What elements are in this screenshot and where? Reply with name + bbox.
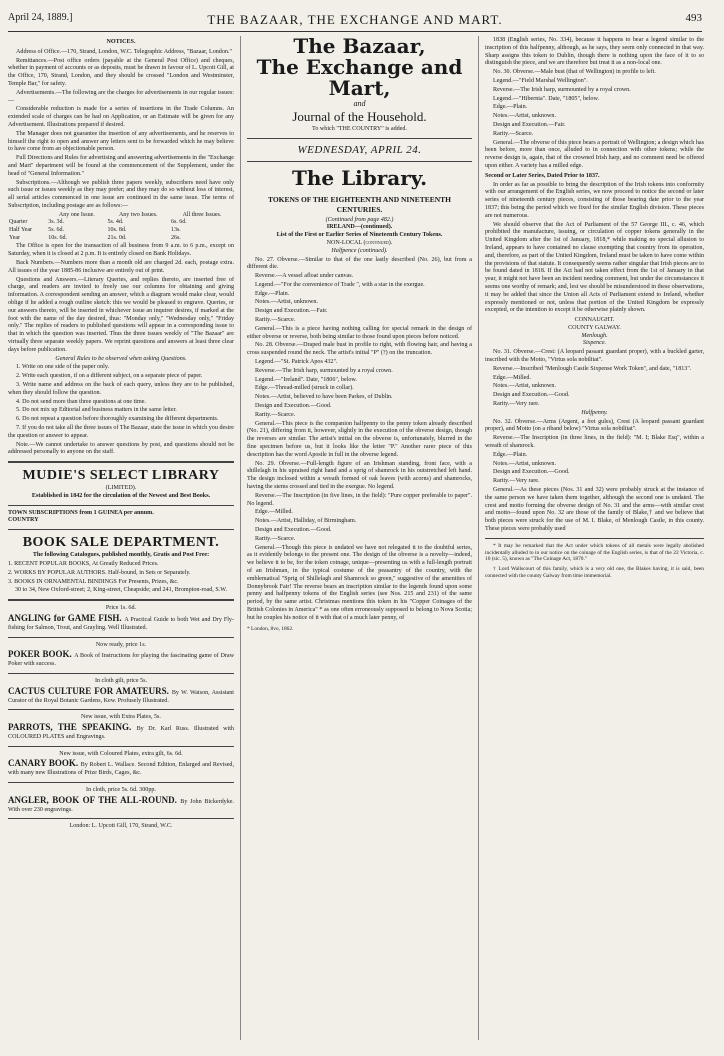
token-paragraph: Rarity.—Scarce.	[255, 535, 296, 542]
book-title: PARROTS, THE SPEAKING.	[8, 722, 137, 733]
token-paragraph: Edge.—Plain.	[255, 290, 290, 297]
token-paragraph: General.—This is a piece having nothing calling for special remark in the design of either obverse or reverse, both being similar to those found upon pieces before noticed.	[247, 325, 472, 340]
token-paragraph: Design and Execution.—Good.	[493, 392, 570, 399]
book-title: ANGLER, BOOK OF THE ALL-ROUND.	[8, 794, 181, 805]
footnote: * London, 8vo, 1862.	[247, 625, 294, 632]
token-paragraph: Reverse.—The Inscription (in five lines, in the field): "Pure copper preferable to paper". No legend.	[247, 492, 472, 507]
token-paragraph: No. 30. Obverse.—Male bust (that of Wellington) in profile to left.	[493, 69, 656, 76]
connaught-heading: CONNAUGHT.	[574, 317, 615, 324]
rules-title: General Rules to be observed when asking Questions.	[55, 355, 187, 362]
book-ad	[8, 605, 234, 637]
nonlocal-heading: NON-LOCAL (continued).	[326, 239, 393, 246]
notice-paragraph: Considerable reduction is made for a series of insertions in the Trade Columns. An extended scale of charges can be had on Application, or an Estimate will be given for any Advertisement. Illustrations prepared if desired.	[8, 106, 234, 128]
token-paragraph: Notes.—Artist, unknown.	[493, 383, 556, 390]
notices-title: NOTICES.	[106, 39, 136, 45]
token-paragraph: Reverse.—The Inscription (in three lines, in the field): "M. I; Blake Esq", within a wreath of shamrock.	[485, 435, 704, 450]
token-paragraph: No. 31. Obverse.—Crest: (A leopard passant guardant proper), with a buckled garter, inscribed with the Motto, "Virtus sola nobilitat".	[485, 349, 704, 364]
subscription-cell: 6s. 6d.	[170, 219, 187, 226]
subscription-cell: 10s. 8d.	[107, 227, 127, 234]
token-paragraph: Design and Execution.—Fair.	[493, 121, 566, 128]
notice-paragraph: Advertisements.—The following are the charges for advertisements in our regular issues:—	[8, 89, 234, 104]
token-paragraph: Rarity.—Scarce.	[493, 130, 534, 137]
notice-paragraph: The Office is open for the transaction of all business from 9 a.m. to 6 p.m., except on Saturday, when it is closed at 2 p.m. It is entirely closed on Bank Holidays.	[8, 243, 234, 258]
rule-item: Note.—We cannot undertake to answer questions by post, and questions should not be addressed personally to anyone on the staff.	[8, 441, 234, 456]
series-paragraph: In order as far as possible to bring the description of the Irish tokens into conformity with our arrangement of the English series, we now proceed to notice the second or later series of nineteenth century pieces, consisting of those bearing date prior to the year 1837; this being the period which we fixed for the similar English division. These pieces are not numerous.	[485, 181, 704, 219]
footnote-item: * It may be remarked that the Act under which tokens of all metals were legally abolished incidentally alluded to in our notice on the coinage of the English series, is that of the 22 Victoria, c. 10 (sic. 5), known as "The Coinage Act, 1870."	[485, 542, 704, 563]
notice-paragraph: The Manager does not guarantee the insertion of any advertisements, and he reserves to himself the right to open and answer any letters sent to be forwarded which he may believe to have come from an objectionable person.	[8, 130, 234, 153]
subscription-cell: Year	[9, 234, 21, 241]
book-price: In cloth, price 5s. 6d. 300pp.	[86, 787, 156, 794]
token-paragraph: Legend.—"For the convenience of Trade ", with a star in the exergue.	[255, 281, 425, 288]
second-series-paragraphs	[485, 182, 704, 316]
token-paragraph: General.—As these pieces (Nos. 31 and 32) were probably struck at the instance of the same person we have taken them together, although the second one is undated. The crest and motto forming the obverse design of No. 31 and the arms—with similar crest and motto—found upon No. 32 are those of the family of Blake,† and we believe that both pieces were struck for the use of M. I. Blake, of Menlough Castle, in this county. These pieces were probably used	[485, 487, 704, 533]
token-paragraph: Rarity.—Scarce.	[255, 317, 296, 324]
notice-paragraph: Back Numbers.—Numbers more than a month old are charged 2d. each, postage extra. All issues of the year 1885-86 inclusive are entirely out of print.	[8, 260, 234, 274]
book-ad	[8, 714, 234, 746]
rule-item: 5. Do not mix up Editorial and business matters in the same letter.	[16, 407, 177, 414]
book-ad	[8, 678, 234, 710]
token-paragraph: Edge.—Plain.	[493, 451, 528, 458]
notice-paragraph: Address of Office.—170, Strand, London, W.C. Telegraphic Address, "Bazaar, London."	[16, 48, 232, 55]
book-sale-subtitle: The following Catalogues, published monthly, Gratis and Post Free:	[32, 552, 210, 559]
token-paragraph: General.—The obverse of this piece bears a portrait of Wellington; a design which has been before, more than once, alluded to in connection with other tokens; while the reverse design is, again, that of the crowned Irish harp, and no comment need be offered upon either. A variety has a milled edge.	[485, 139, 704, 169]
book-description: By W. Watson, Assistant Curator of the Royal Botanic Gardens, Kew. Profusely Illustrated.	[8, 689, 234, 704]
catalogue-list	[8, 561, 234, 586]
subscription-row	[8, 235, 234, 243]
book-price: Price 1s. 6d.	[105, 605, 137, 612]
book-ads	[8, 605, 234, 814]
token-paragraph: Legend.—"Hibernia". Date, "1805", below.	[493, 95, 600, 102]
masthead-and: and	[353, 99, 366, 108]
subscription-cell: Quarter	[9, 219, 28, 226]
masthead-added: To which "THE COUNTRY" is added.	[312, 125, 407, 132]
token-paragraph: No. 29. Obverse.—Full-length figure of an Irishman standing, front face, with a shillelagh in his upraised right hand and a sprig of shamrock in his outstretched left hand. The design inclosed within a wreath formed of oak leaves (with acorns) and shamrocks, having the stems crossed and tied in the exergue. No legend.	[247, 460, 472, 491]
token-paragraph: Notes.—Artist, unknown.	[493, 460, 556, 467]
token-paragraph: Reverse.—A vessel afloat under canvas.	[255, 273, 354, 280]
token-paragraph: Rarity.—Very rare.	[493, 478, 540, 485]
token-paragraph: Notes.—Artist, believed to have been Parkes, of Dublin.	[255, 394, 393, 401]
book-title: CACTUS CULTURE FOR AMATEURS.	[8, 685, 172, 696]
rule-item: 1. Write on one side of the paper only.	[16, 364, 109, 371]
sixpence-paragraphs	[485, 349, 704, 409]
catalogue-item: 1. RECENT POPULAR BOOKS, At Greatly Reduced Prices.	[8, 560, 159, 567]
token-paragraph: Design and Execution.—Good.	[255, 527, 332, 533]
footnotes	[485, 543, 704, 580]
notice-paragraph: Subscriptions.—Although we publish three papers weekly, subscribers need have only such issue or issues weekly as they may prefer; and they may do so without loss of interest, all serial articles commenced in one issue are continued in the same issue. The terms of Subscription, including postage are as follows:—	[8, 179, 234, 209]
token-paragraph: General.—This piece is the companion halfpenny to the penny token already described (No. 21), differing from it, however, slightly in the execution of the obverse design, though the reverses are similar. The artist's initial on the obverse is, unfortunately, blurred in the fine specimen before us, but it looks like the letter "P." Another rarer piece of this description has the word Apostle in full in the obverse legend.	[247, 420, 472, 458]
book-description: By John Bickerdyke. With over 230 engravings.	[8, 798, 234, 813]
token-paragraph: No. 27. Obverse.—Similar to that of the one lastly described (No. 26), but from a different die.	[247, 256, 472, 271]
subscription-cell: 3s. 3d.	[48, 219, 65, 226]
catalogue-item: 3. BOOKS IN ORNAMENTAL BINDINGS For Presents, Prizes, &c.	[8, 578, 179, 585]
book-title: ANGLING for GAME FISH.	[8, 612, 125, 623]
book-price: New issue, with Extra Plates, 5s.	[81, 714, 161, 721]
token-paragraph: Reverse.—Inscribed "Menlough Castle Sixpense Work Token", and date, "1813".	[493, 365, 692, 372]
book-price: In cloth gilt, price 5s.	[94, 677, 148, 684]
token-paragraph: Design and Execution.—Good.	[493, 469, 570, 476]
book-price: Now ready, price 1s.	[95, 641, 147, 648]
list-title: List of the First or Earlier Series of Nineteenth Century Tokens.	[276, 232, 443, 239]
rule-item: 2. Write each question, if on a different subject, on a separate piece of paper.	[16, 373, 203, 380]
rules-list	[8, 364, 234, 457]
menlough-heading: Menlough.	[581, 332, 608, 339]
token-paragraph: Design and Execution.—Fair.	[255, 308, 328, 315]
continued-note: (Continued from page 482.)	[325, 216, 394, 223]
notice-paragraph: Questions and Answers.—Literary Queries, and replies thereto, are inserted free of charge, and readers are invited to freely use our columns for obtaining and giving information. A correspondent sending an answer, which a diagram would make clear, would oblige if he added a rough outline sketch: this we would be pleased to engrave. Queries, or our answers thereto, will be inserted in whichever issue an inquirer desires, if marked at the foot with the name of the day desired, thus: "Monday only," "Wednesday only," "Friday only." The replies of readers to published questions will appear in a corresponding issue to that in which the question was inserted. Thus the three issues weekly of "The Bazaar" are virtually three separate weekly papers. We reprint questions and answers at least three clear days before publication.	[8, 276, 234, 353]
column-notices	[8, 36, 234, 1040]
page-header	[8, 12, 702, 32]
token-paragraph: General.—Though this piece is undated we have not relegated it to the doubtful series, as it evidently belongs to the present one. The design of the obverse is a novelty—indeed, we believe it to be, for the token coinage, unique—presenting us with a full-length portrait of an Irishman, in the typical costume of the peasantry of the country, with the emblematical "Sprig of Shillelagh and Shamrock so green," suggestive of the amenities of Donnybrook Fair! The reverse bears an inscription similar to the legends found upon some penny and halfpenny tokens of the English series (see Nos. 215 and 231) of the same period, by the same artist. Christmas mentions this token in his "Copper Coinages of the British Colonies in America" * as one often erroneously supposed to belong to Nova Scotia; but he couples his notice of it with that of a much later penny, of	[247, 544, 472, 621]
rule-item: 6. Do not repeat a question before thoroughly examining the different departments.	[16, 416, 219, 423]
masthead-bazaar: The Bazaar,	[293, 36, 426, 58]
sixpence-heading: Sixpence.	[582, 340, 607, 347]
mudie-established: Established in 1842 for the circulation of the Newest and Best Books.	[31, 492, 211, 499]
galway-heading: COUNTY GALWAY.	[568, 324, 621, 331]
masthead-journal: Journal of the Household.	[292, 109, 427, 125]
mudie-limited: (LIMITED).	[105, 485, 137, 492]
column-tokens-continued	[478, 36, 704, 1040]
token-paragraph: No. 32. Obverse.—Arms (Argent, a fret gules), Crest (A leopard passant guardant proper), and Motto (on a riband below) "Virtus sola nobilitat".	[485, 418, 704, 433]
halfpenny-paragraphs	[485, 419, 704, 534]
subscription-header-cell: Any two Issues.	[118, 211, 158, 218]
catalogue-item: 2. WORKS BY POPULAR AUTHORS. Half-bound, in Sets or Separately.	[8, 569, 191, 576]
book-title: POKER BOOK.	[8, 649, 75, 660]
tokens-title: TOKENS OF THE EIGHTEENTH AND NINETEENTH CENTURIES.	[267, 195, 452, 214]
rule-item: 4. Do not send more than three questions at one time.	[16, 398, 146, 405]
book-title: CANARY BOOK.	[8, 758, 81, 769]
token-paragraph: Legend.—"St. Patrick Apos 432".	[255, 359, 338, 366]
header-title: THE BAZAAR, THE EXCHANGE AND MART.	[207, 12, 503, 27]
token-paragraph: Notes.—Artist, unknown.	[255, 299, 318, 306]
country-subscriptions: COUNTRY	[8, 517, 39, 524]
token-paragraph: Edge.—Milled.	[255, 509, 293, 516]
column-library	[240, 36, 472, 1040]
subscription-cell: 13s.	[170, 227, 181, 234]
town-subscriptions: TOWN SUBSCRIPTIONS from 1 GUINEA per annum.	[8, 509, 154, 516]
ireland-heading: IRELAND—(continued).	[326, 224, 393, 231]
halfpenny-heading: Halfpenny.	[581, 409, 608, 416]
book-description: A Book of Instructions for playing the fascinating game of Draw Poker with success.	[8, 653, 234, 668]
token-paragraph: Rarity.—Scarce.	[255, 411, 296, 418]
subscription-header-cell	[8, 212, 47, 220]
subscription-cell: 21s. 0d.	[107, 234, 127, 241]
token-paragraph: Design and Execution.—Good.	[255, 403, 332, 410]
token-paragraph: Notes.—Artist, unknown.	[493, 113, 556, 120]
book-description: By Dr. Karl Russ. Illustrated with COLOURED PLATES and Engravings.	[8, 726, 234, 740]
subscription-table-header	[8, 212, 234, 220]
publisher-line: London: L. Upcott Gill, 170, Strand, W.C.	[69, 823, 173, 830]
subscription-table	[8, 212, 234, 243]
subscription-cell: 10s. 6d.	[48, 234, 68, 241]
header-date: April 24, 1889.]	[8, 12, 73, 23]
token-paragraph: Legend.—"Ireland". Date, "1806", below.	[255, 376, 357, 383]
book-description: A Practical Guide to both Wet and Dry Fly-fishing for Salmon, Trout, and Grayling. Well Illustrated.	[8, 616, 234, 631]
mudie-address: 30 to 34, New Oxford-street; 2, King-street, Cheapside; and 241, Brompton-road, S.W.	[14, 587, 227, 594]
subscription-header-cell: Any one Issue.	[58, 211, 95, 218]
notice-paragraph: Full Directions and Rules for advertising and answering advertisements in the "Exchange and Mart" department will be found at the commencement of the Supplement, under the head of "General Information."	[8, 155, 234, 177]
book-price: New issue, with Coloured Plates, extra gilt, 6s. 6d.	[59, 750, 183, 757]
halfpence-heading: Halfpence (continued).	[331, 247, 388, 254]
tokens-paragraphs-col3	[485, 37, 704, 171]
notices-paragraphs	[8, 49, 234, 211]
subscription-row	[8, 219, 234, 227]
subscription-row	[8, 227, 234, 235]
subscription-cell: 26s.	[170, 234, 181, 241]
book-description: By Robert L. Wallace. Second Edition, Enlarged and Revised, with many new Illustrations of Prize Birds, Cages, &c.	[8, 762, 234, 777]
mudie-title: MUDIE'S SELECT LIBRARY	[22, 468, 220, 484]
page-number: 493	[685, 12, 702, 24]
masthead-exchange: The Exchange and Mart,	[256, 55, 463, 100]
notices-paragraphs-2	[8, 243, 234, 354]
token-paragraph: 1838 (English series, No. 334), because it happens to bear a legend similar to the inscription of this halfpenny, although, as he says, they seem only connected in that way. Sharp assigns this token to Dublin, though there is nothing upon the face of it to so distinguish the piece, and we are therefore but treat it as a non-local one.	[485, 37, 704, 67]
library-heading: The Library.	[291, 165, 428, 190]
subscription-cell: 5s. 6d.	[48, 227, 65, 234]
subscription-cell: Half Year	[9, 227, 32, 234]
subscription-cell: 5s. 4d.	[107, 219, 124, 226]
token-paragraph: Reverse.—The Irish harp, surmounted by a royal crown.	[255, 367, 393, 374]
rule-item: 7. If you do not take all the three issues of The Bazaar, state the issue in which you desire the question or answer to appear.	[8, 424, 234, 439]
token-paragraph: Edge.—Plain.	[493, 104, 528, 111]
token-paragraph: Rarity.—Very rare.	[493, 401, 540, 408]
token-paragraph: Notes.—Artist, Halliday, of Birmingham.	[255, 518, 357, 525]
token-paragraph: Edge.—Thread-milled (struck in collar).	[255, 385, 354, 392]
book-ad	[8, 751, 234, 783]
rule-item: 3. Write name and address on the back of each query, unless they are to be published, when they should follow the question.	[8, 381, 234, 396]
token-paragraph: No. 28. Obverse.—Draped male bust in profile to right, with flowing hair, and having a cross suspended round the neck. The artist's initial "P" (?) on the truncation.	[247, 342, 472, 357]
issue-date: WEDNESDAY, APRIL 24.	[297, 143, 422, 156]
series-paragraph: We should observe that the Act of Parliament of the 57 George III., c. 46, which prohibited the manufacture, issuing, or circulation of copper tokens generally in the United Kingdom after the 1st of January, 1818,* while making no special allusion to Ireland, appears to have contained no clause exempting that country from its operation, and, therefore, as part of the United Kingdom, Ireland must be taken to have come within the provisions of that statute. It consequently seems rather singular that Irish pieces are to be found dated in 1818. If the Act had not taken effect from the 1st of January in that year, it might not have been an incident needing comment, but under the circumstances it seems one worthy of remark; and, lest we should be misunderstood in these observations, it may be added that since the Union all Acts of Parliament extend to Ireland, whether expressly mentioned or not, unless that portion of the United Kingdom be expressly excepted, or the intention to except it be otherwise plainly shown.	[485, 221, 704, 314]
token-paragraph: Edge.—Milled.	[493, 374, 531, 381]
token-paragraph: Legend.—"Field Marshal Wellington".	[493, 77, 588, 84]
book-sale-title: BOOK SALE DEPARTMENT.	[22, 535, 220, 551]
book-ad	[8, 787, 234, 814]
second-series-heading: Second or Later Series, Dated Prior to 1837.	[485, 172, 600, 179]
subscription-header-cell: All three Issues.	[182, 211, 222, 218]
token-paragraph: Reverse.—The Irish harp, surmounted by a royal crown.	[493, 86, 631, 93]
tokens-paragraphs	[247, 257, 472, 623]
notice-paragraph: Remittances.—Post office orders (payable at the General Post Office) and cheques, whether in payment of accounts or as deposits, must be drawn in favour of L. Upcott Gill, at the Office, 170, Strand, London, and they should be crossed "London and Westminster, Temple Bar," for safety.	[8, 57, 234, 87]
book-ad	[8, 642, 234, 674]
footnote-item: † Lord Wallscourt of this family, which is a very old one, the Blakes having, it is said, been connected with the county Galway from time immemorial.	[485, 566, 704, 579]
